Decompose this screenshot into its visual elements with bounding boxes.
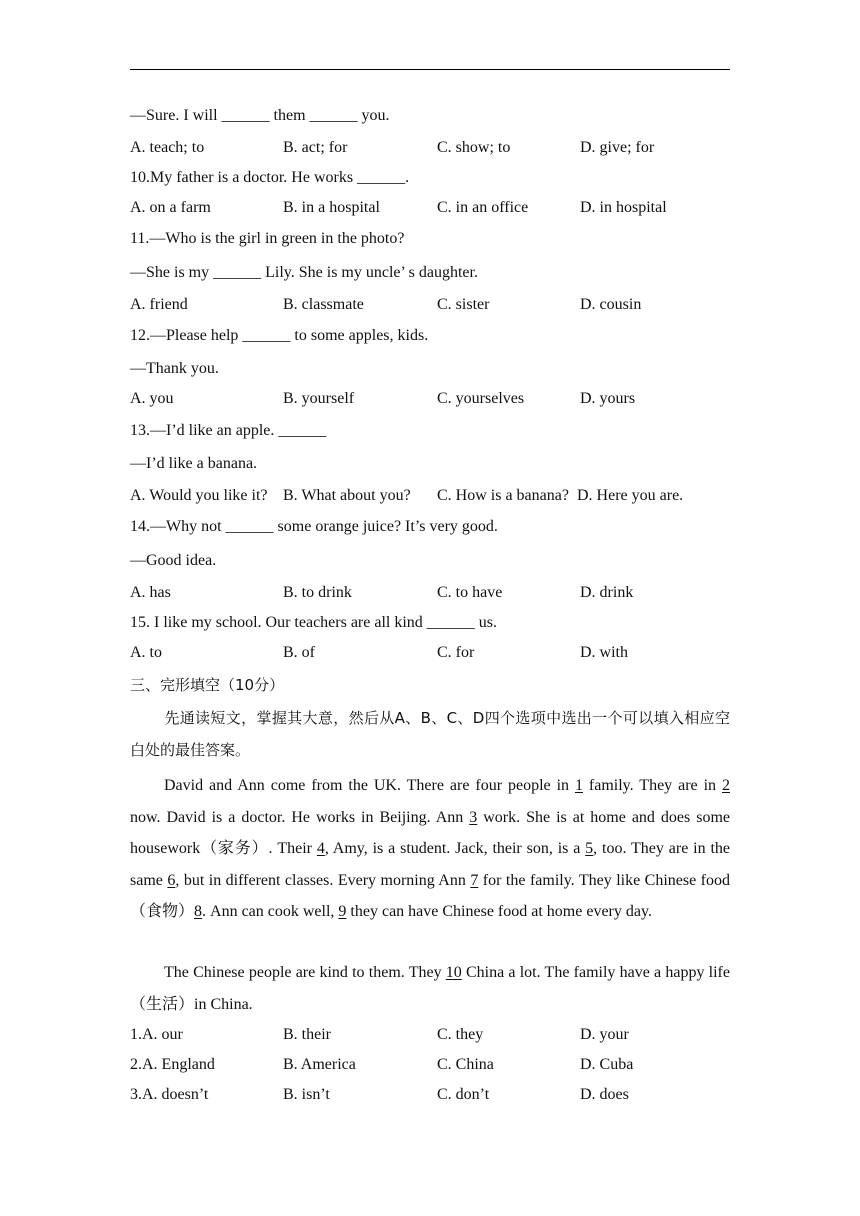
instruction-text: 先通读短文，掌握其大意，然后从A、B、C、D四个选项中选出一个可以填入相应空白处的最佳答案。: [130, 709, 730, 759]
blank-7: 7: [470, 871, 479, 889]
q13-option-b: B. What about you?: [283, 487, 411, 504]
q11-stem: 11.—Who is the girl in green in the photo?: [130, 230, 405, 247]
cloze-q1-option-a: 1.A. our: [130, 1026, 183, 1043]
q9-option-b: B. act; for: [283, 139, 348, 156]
blank-5: 5: [585, 840, 594, 857]
q9-option-d: D. give; for: [580, 139, 655, 156]
blank-1: 1: [574, 777, 583, 794]
cloze-q3-option-d: D. does: [580, 1086, 629, 1103]
q12-option-a: A. you: [130, 390, 174, 407]
q12-option-c: C. yourselves: [437, 390, 525, 407]
q14-option-a: A. has: [130, 584, 171, 601]
q15-option-d: D. with: [580, 644, 628, 661]
cloze-passage-p1: David and Ann come from the UK. There are four people in 1 family. They are in 2 now. David is a doctor. He works in Beijing. Ann 3 work. She is at home and does some housework（家务）. Their 4, Amy, is a student. Jack, their son, is a 5, too. They are in the same 6, but in different classes. Every morning Ann 7 for the family. They like Chinese food（食物）8. Ann can cook well, 9 they can have Chinese food at home every day.: [130, 777, 731, 920]
q14-option-d: D. drink: [580, 584, 634, 601]
cloze-q2-option-a: 2.A. England: [130, 1056, 215, 1073]
cloze-q1-option-d: D. your: [580, 1026, 629, 1043]
q10-stem: 10.My father is a doctor. He works ______.: [130, 169, 410, 186]
blank-6: 6: [167, 871, 176, 889]
cloze-q3-option-b: B. isn’t: [283, 1086, 330, 1103]
q15-stem: 15. I like my school. Our teachers are all kind ______ us.: [130, 614, 498, 631]
q15-option-c: C. for: [437, 644, 475, 661]
q11-reply: —She is my ______ Lily. She is my uncle’ s daughter.: [130, 264, 478, 281]
blank-3: 3: [469, 808, 478, 826]
q13-option-d: D. Here you are.: [577, 487, 684, 504]
q13-option-c: C. How is a banana?: [437, 487, 569, 504]
q9-option-c: C. show; to: [437, 139, 511, 156]
q10-option-d: D. in hospital: [580, 199, 667, 216]
q9-option-a: A. teach; to: [130, 139, 205, 156]
q14-reply: —Good idea.: [130, 552, 217, 569]
q12-option-b: B. yourself: [283, 390, 355, 407]
q11-option-c: C. sister: [437, 296, 490, 313]
cloze-passage-p2: The Chinese people are kind to them. They 10 China a lot. The family have a happy life（生活）in China.: [130, 964, 730, 1013]
q12-stem: 12.—Please help ______ to some apples, kids.: [130, 327, 429, 344]
q10-option-b: B. in a hospital: [283, 199, 380, 216]
q11-option-a: A. friend: [130, 296, 188, 313]
q15-option-b: B. of: [283, 644, 315, 661]
q14-stem: 14.—Why not ______ some orange juice? It’s very good.: [130, 518, 498, 535]
q11-option-d: D. cousin: [580, 296, 642, 313]
q13-stem: 13.—I’d like an apple. ______: [130, 422, 327, 439]
q14-option-c: C. to have: [437, 584, 503, 601]
blank-4: 4: [316, 840, 325, 857]
q10-option-a: A. on a farm: [130, 199, 211, 216]
cloze-q3-option-c: C. don’t: [437, 1086, 490, 1103]
section-heading: 三、完形填空（10分）: [130, 676, 285, 694]
cloze-q2-option-d: D. Cuba: [580, 1056, 634, 1073]
cloze-q3-option-a: 3.A. doesn’t: [130, 1086, 209, 1103]
q13-reply: —I’d like a banana.: [130, 455, 258, 472]
cloze-q1-option-c: C. they: [437, 1026, 484, 1043]
q14-option-b: B. to drink: [283, 584, 352, 601]
q15-option-a: A. to: [130, 644, 162, 661]
q12-option-d: D. yours: [580, 390, 636, 407]
header-rule: [130, 69, 730, 70]
q13-option-a: A. Would you like it?: [130, 487, 268, 504]
section-instruction: [130, 703, 730, 766]
cloze-q2-option-b: B. America: [283, 1056, 356, 1073]
blank-9: 9: [338, 903, 347, 920]
blank-2: 2: [722, 777, 731, 794]
q10-option-c: C. in an office: [437, 199, 529, 216]
blank-10: 10: [445, 964, 462, 981]
q9-reply: —Sure. I will ______ them ______ you.: [130, 107, 390, 124]
blank-8: 8: [194, 903, 203, 920]
cloze-q2-option-c: C. China: [437, 1056, 494, 1073]
q11-option-b: B. classmate: [283, 296, 364, 313]
q12-reply: —Thank you.: [130, 360, 219, 377]
cloze-q1-option-b: B. their: [283, 1026, 331, 1043]
